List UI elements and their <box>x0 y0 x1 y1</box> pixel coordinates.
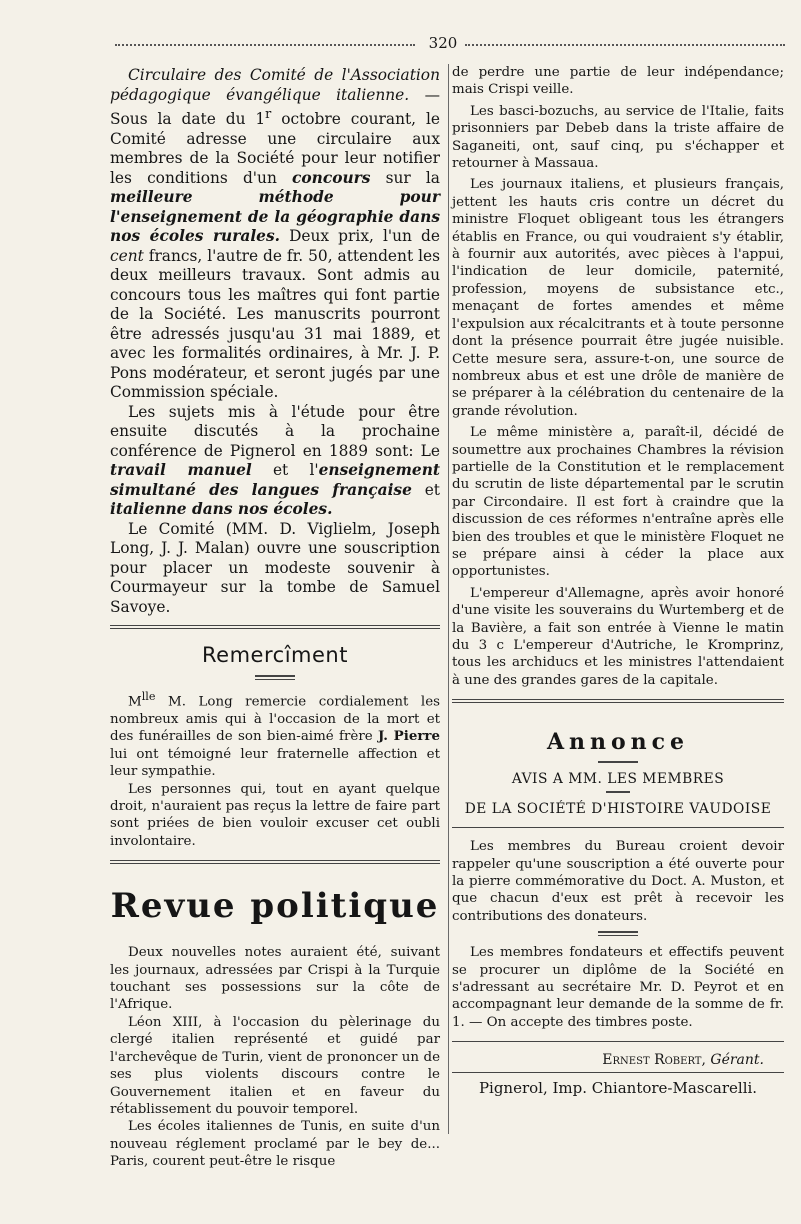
revue-paragraph-1: Deux nouvelles notes auraient été, suivant les journaux, adressées par Crispi à la Turquie touchant ses possessions sur la côte de l'Afrique. <box>110 945 440 1013</box>
remerciement-paragraph <box>110 688 440 781</box>
text-segment: travail manuel <box>110 461 252 480</box>
sujets-paragraph <box>110 403 440 520</box>
section-separator <box>452 1041 784 1042</box>
right-column <box>452 64 784 1103</box>
heading-dash <box>606 791 630 793</box>
text-segment: meilleure méthode pour l'enseignement de la géographie dans nos écoles rurales. <box>110 188 440 246</box>
comite-paragraph: Le Comité (MM. D. Viglielm, Joseph Long, J. J. Malan) ouvre une souscription pour placer un modeste souvenir à Courmayeur sur la tombe de Samuel Savoye. <box>110 519 440 616</box>
text-segment: sur la <box>370 168 440 187</box>
text-segment: enseignement simultané des langues française <box>110 461 441 499</box>
section-separator <box>452 1072 784 1073</box>
empereur-paragraph: L'empereur d'Allemagne, après avoir honoré d'une visite les souverains du Wurtemberg et de la Bavière, a fait son entrée à Vienne le matin du 3 c L'empereur d'Autriche, le Kromprinz, tous les archiducs et les ministres l'attendaient à une des grandes gares de la capitale. <box>452 585 784 688</box>
remerciement-paragraph-2: Les personnes qui, tout en ayant quelque droit, n'auraient pas reçus la lettre de faire part sont priées de bien vouloir excuser cet oubli involontaire. <box>110 781 440 849</box>
text-segment: J. Pierre <box>377 728 440 745</box>
left-column <box>110 66 440 1171</box>
signature-role: Gérant. <box>710 1052 764 1069</box>
text-segment: Deux prix, l'un de <box>279 227 440 246</box>
text-segment: et l' <box>251 461 319 480</box>
text-segment: octobre courant, le Comité adresse une circulaire aux membres de la Société pour leur notifier les conditions d'un <box>110 110 440 187</box>
floquet-decree-paragraph: Les journaux italiens, et plusieurs français, jettent les hauts cris contre un décret du ministre Floquet obligeant tous les étrangers établis en France, ou qui voudraient s'y établir, à fournir aux autorités, avec pièces à l'appui, l'indication de leur domicile, paternité, profession, moyens de subsistance etc., menaçant de fortes amendes et même l'expulsion aux récalcitrants et à toute personne dont la présence pourrait être jugée nuisible. Cette mesure sera, assure-t-on, une source de nombreux abus et est une drôle de manière de se préparer à la célébration du centenaire de la grande révolution. <box>452 177 784 419</box>
heading-dash <box>255 675 295 680</box>
text-segment: lui ont témoigné leur fraternelle affection et leur sympathie. <box>110 746 440 780</box>
revue-paragraph-2: Léon XIII, à l'occasion du pèlerinage du clergé italien représenté et guidé par l'archevêque de Turin, vient de prononcer un de ses plus violents discours contre le Gouvernement italien et en faveur du rétablissement du pouvoir temporel. <box>110 1014 440 1117</box>
revue-politique-heading: Revue politique <box>110 886 440 927</box>
text-segment: francs, l'autre de fr. 50, attendent les deux meilleurs travaux. Sont admis au concours tous les maîtres qui font partie de la Société. Les manuscrits pourront être adressés jusqu'au 31 mai 1889, et avec les formalités ordinaires, à Mr. J. P. Pons modérateur, et seront jugés par une Commission spéciale. <box>110 246 440 402</box>
basci-bozuchs-paragraph: Les basci-bozuchs, au service de l'Italie, faits prisonniers par Debeb dans la triste affaire de Saganeiti, ont, sauf cinq, pu s'échapper et retourner à Massaua. <box>452 103 784 172</box>
circulaire-paragraph <box>110 66 440 403</box>
continued-paragraph: de perdre une partie de leur indépendance; mais Crispi veille. <box>452 65 784 98</box>
avis-line-1: AVIS A MM. LES MEMBRES <box>511 771 725 788</box>
printer-imprint: Pignerol, Imp. Chiantore-Mascarelli. <box>478 1079 758 1098</box>
section-separator <box>110 625 440 629</box>
text-segment: lle <box>141 690 156 704</box>
text-segment: M. Long remercie cordialement les nombreux amis qui à l'occasion de la mort et des funérailles de son bien-aimé frère <box>110 694 440 745</box>
avis-line-2: DE LA SOCIÉTÉ D'HISTOIRE VAUDOISE <box>464 801 772 818</box>
text-segment: M <box>128 694 142 710</box>
text-segment: Les sujets mis à l'étude pour être ensuite discutés à la prochaine conférence de Pignerol en 1889 sont: Le <box>110 402 440 460</box>
text-segment: r <box>265 107 272 122</box>
column-divider <box>448 64 449 1134</box>
text-segment: et <box>411 480 440 499</box>
heading-dash <box>598 931 638 936</box>
annonce-heading: Annonce <box>546 729 690 756</box>
page-header <box>115 34 785 54</box>
header-rule-left <box>115 44 415 46</box>
revue-paragraph-3: Les écoles italiennes de Tunis, en suite d'un nouveau réglement proclamé par le bey de... Paris, courent peut-être le risque <box>110 1119 440 1170</box>
signature: Ernest Robert, Gérant. <box>602 1052 764 1069</box>
heading-dash <box>598 761 638 763</box>
remerciement-heading: Remercîment <box>202 643 348 668</box>
section-separator <box>452 827 784 828</box>
annonce-paragraph-1: Les membres du Bureau croient devoir rappeler qu'une souscription a été ouverte pour la pierre commémorative du Doct. A. Muston, et que chacun d'eux est prêt à recevoir les contributions des donateurs. <box>452 839 784 924</box>
text-segment: — Sous la date du 1 <box>110 85 440 129</box>
signature-name: Ernest Robert <box>602 1052 702 1069</box>
text-segment: Circulaire des Comité de l'Association pédagogique évangélique italienne. <box>110 66 440 104</box>
ministere-paragraph: Le même ministère a, paraît-il, décidé de soumettre aux prochaines Chambres la révision partielle de la Constitution et le remplacement du scrutin de liste départemental par le scrutin par Circondaire. Il est fort à craindre que la discussion de ces réformes n'entraîne après elle bien des troubles et que le ministère Floquet ne se prépare ainsi à céder la place aux opportunistes. <box>452 425 784 580</box>
text-segment: cent <box>110 246 144 265</box>
text-segment: italienne dans nos écoles. <box>110 500 333 519</box>
section-separator <box>452 699 784 703</box>
section-separator <box>110 860 440 864</box>
annonce-paragraph-2: Les membres fondateurs et effectifs peuvent se procurer un diplôme de la Société en s'adressant au secrétaire Mr. D. Peyrot et en accompagnant leur demande de la somme de fr. 1. — On accepte des timbres poste. <box>452 945 784 1030</box>
header-rule-right <box>465 44 785 46</box>
page-number: 320 <box>428 34 458 52</box>
text-segment: concours <box>292 168 371 187</box>
